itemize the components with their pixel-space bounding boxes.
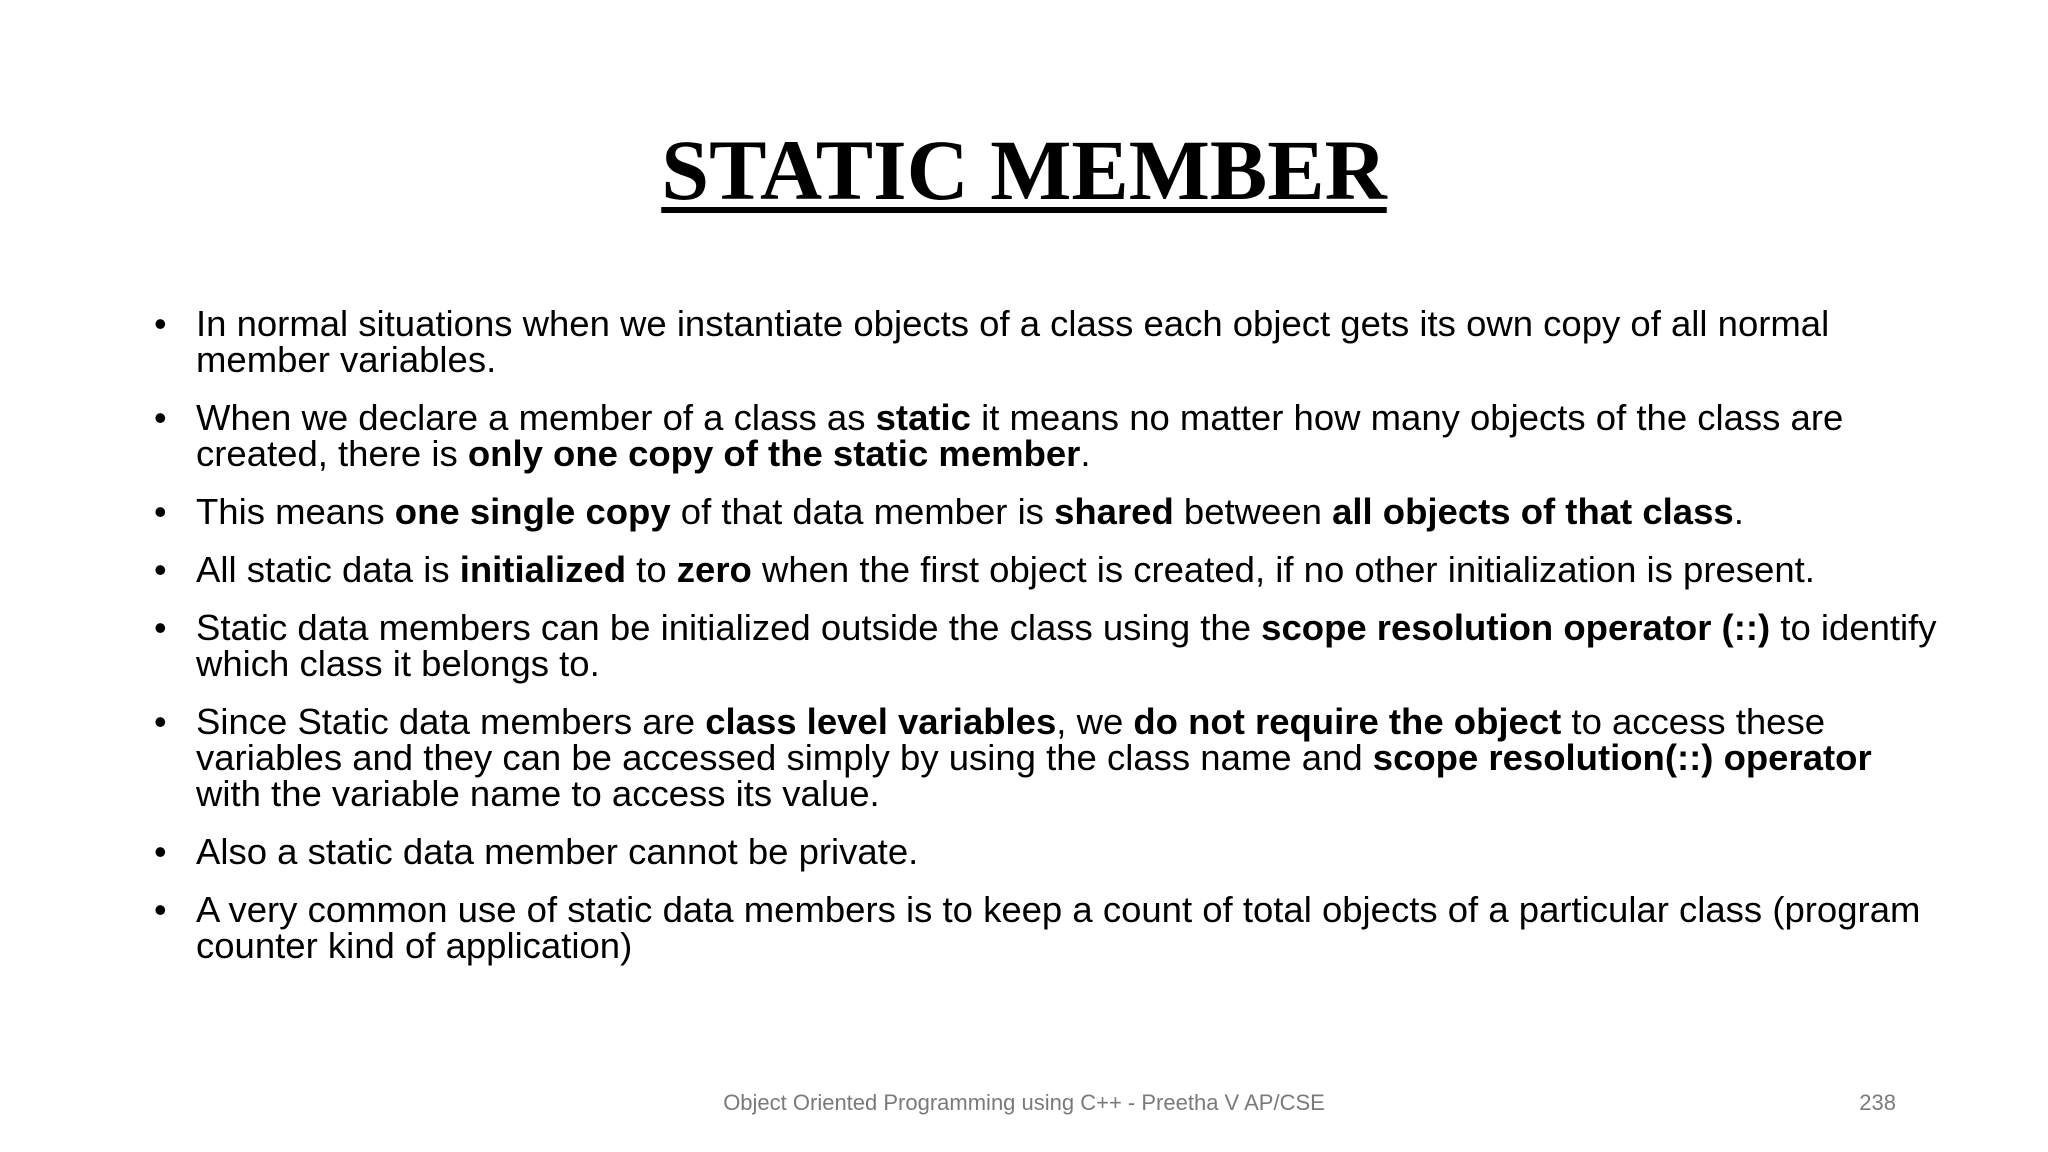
bullet-bold-text: all objects of that class xyxy=(1332,491,1734,532)
bullet-text: of that data member is xyxy=(670,491,1055,532)
bullet-bold-text: one single copy xyxy=(394,491,671,532)
bullet-bold-text: scope resolution operator (::) xyxy=(1261,607,1771,648)
slide-footer: Object Oriented Programming using C++ - Preetha V AP/CSE xyxy=(723,1090,1325,1115)
bullet-item xyxy=(150,607,1940,684)
bullet-bold-text: zero xyxy=(676,549,752,590)
bullet-item xyxy=(150,889,1940,966)
bullet-text: Since Static data members are xyxy=(196,701,706,742)
bullet-text: All static data is xyxy=(196,549,460,590)
bullet-marker: • xyxy=(154,303,167,344)
bullet-list xyxy=(150,303,1940,986)
bullet-text: Static data members can be initialized outside the class using the xyxy=(196,607,1262,648)
bullet-text: . xyxy=(1733,491,1744,532)
page-number: 238 xyxy=(1859,1090,1896,1115)
bullet-text: to access these variables and they can be accessed simply by using the class name and xyxy=(196,701,1826,778)
slide-title-text: STATIC MEMBER xyxy=(661,122,1387,218)
bullet-marker: • xyxy=(154,889,167,930)
bullet-marker: • xyxy=(154,549,167,590)
bullet-bold-text: shared xyxy=(1054,491,1174,532)
bullet-text: . xyxy=(1080,433,1091,474)
bullet-marker: • xyxy=(154,607,167,648)
bullet-text: when the first object is created, if no other initialization is present. xyxy=(751,549,1815,590)
bullet-bold-text: class level variables xyxy=(705,701,1057,742)
bullet-text: When we declare a member of a class as xyxy=(196,397,876,438)
bullet-text: with the variable name to access its value. xyxy=(196,773,880,814)
bullet-item xyxy=(150,831,1940,872)
bullet-item xyxy=(150,397,1940,474)
bullet-item xyxy=(150,701,1940,814)
bullet-marker: • xyxy=(154,831,167,872)
bullet-text: it means no matter how many objects of the class are created, there is xyxy=(196,397,1844,474)
bullet-bold-text: only one copy of the static member xyxy=(467,433,1081,474)
bullet-bold-text: initialized xyxy=(459,549,627,590)
bullet-bold-text: static xyxy=(875,397,971,438)
bullet-text: between xyxy=(1173,491,1333,532)
bullet-text: to identify which class it belongs to. xyxy=(196,607,1937,684)
bullet-marker: • xyxy=(154,491,167,532)
bullet-text: In normal situations when we instantiate objects of a class each object gets its own copy of all normal member variables. xyxy=(196,303,1830,380)
bullet-text: , we xyxy=(1056,701,1134,742)
bullet-text: This means xyxy=(196,491,395,532)
bullet-marker: • xyxy=(154,397,167,438)
slide-title xyxy=(0,118,2048,222)
bullet-text: A very common use of static data members is to keep a count of total objects of a particular class (program counter kind of application) xyxy=(196,889,1921,966)
bullet-item xyxy=(150,491,1940,532)
bullet-item xyxy=(150,303,1940,380)
bullet-text: Also a static data member cannot be private. xyxy=(196,831,919,872)
bullet-bold-text: do not require the object xyxy=(1133,701,1562,742)
bullet-item xyxy=(150,549,1940,590)
bullet-bold-text: scope resolution(::) operator xyxy=(1372,737,1872,778)
bullet-marker: • xyxy=(154,701,167,742)
bullet-text: to xyxy=(626,549,677,590)
